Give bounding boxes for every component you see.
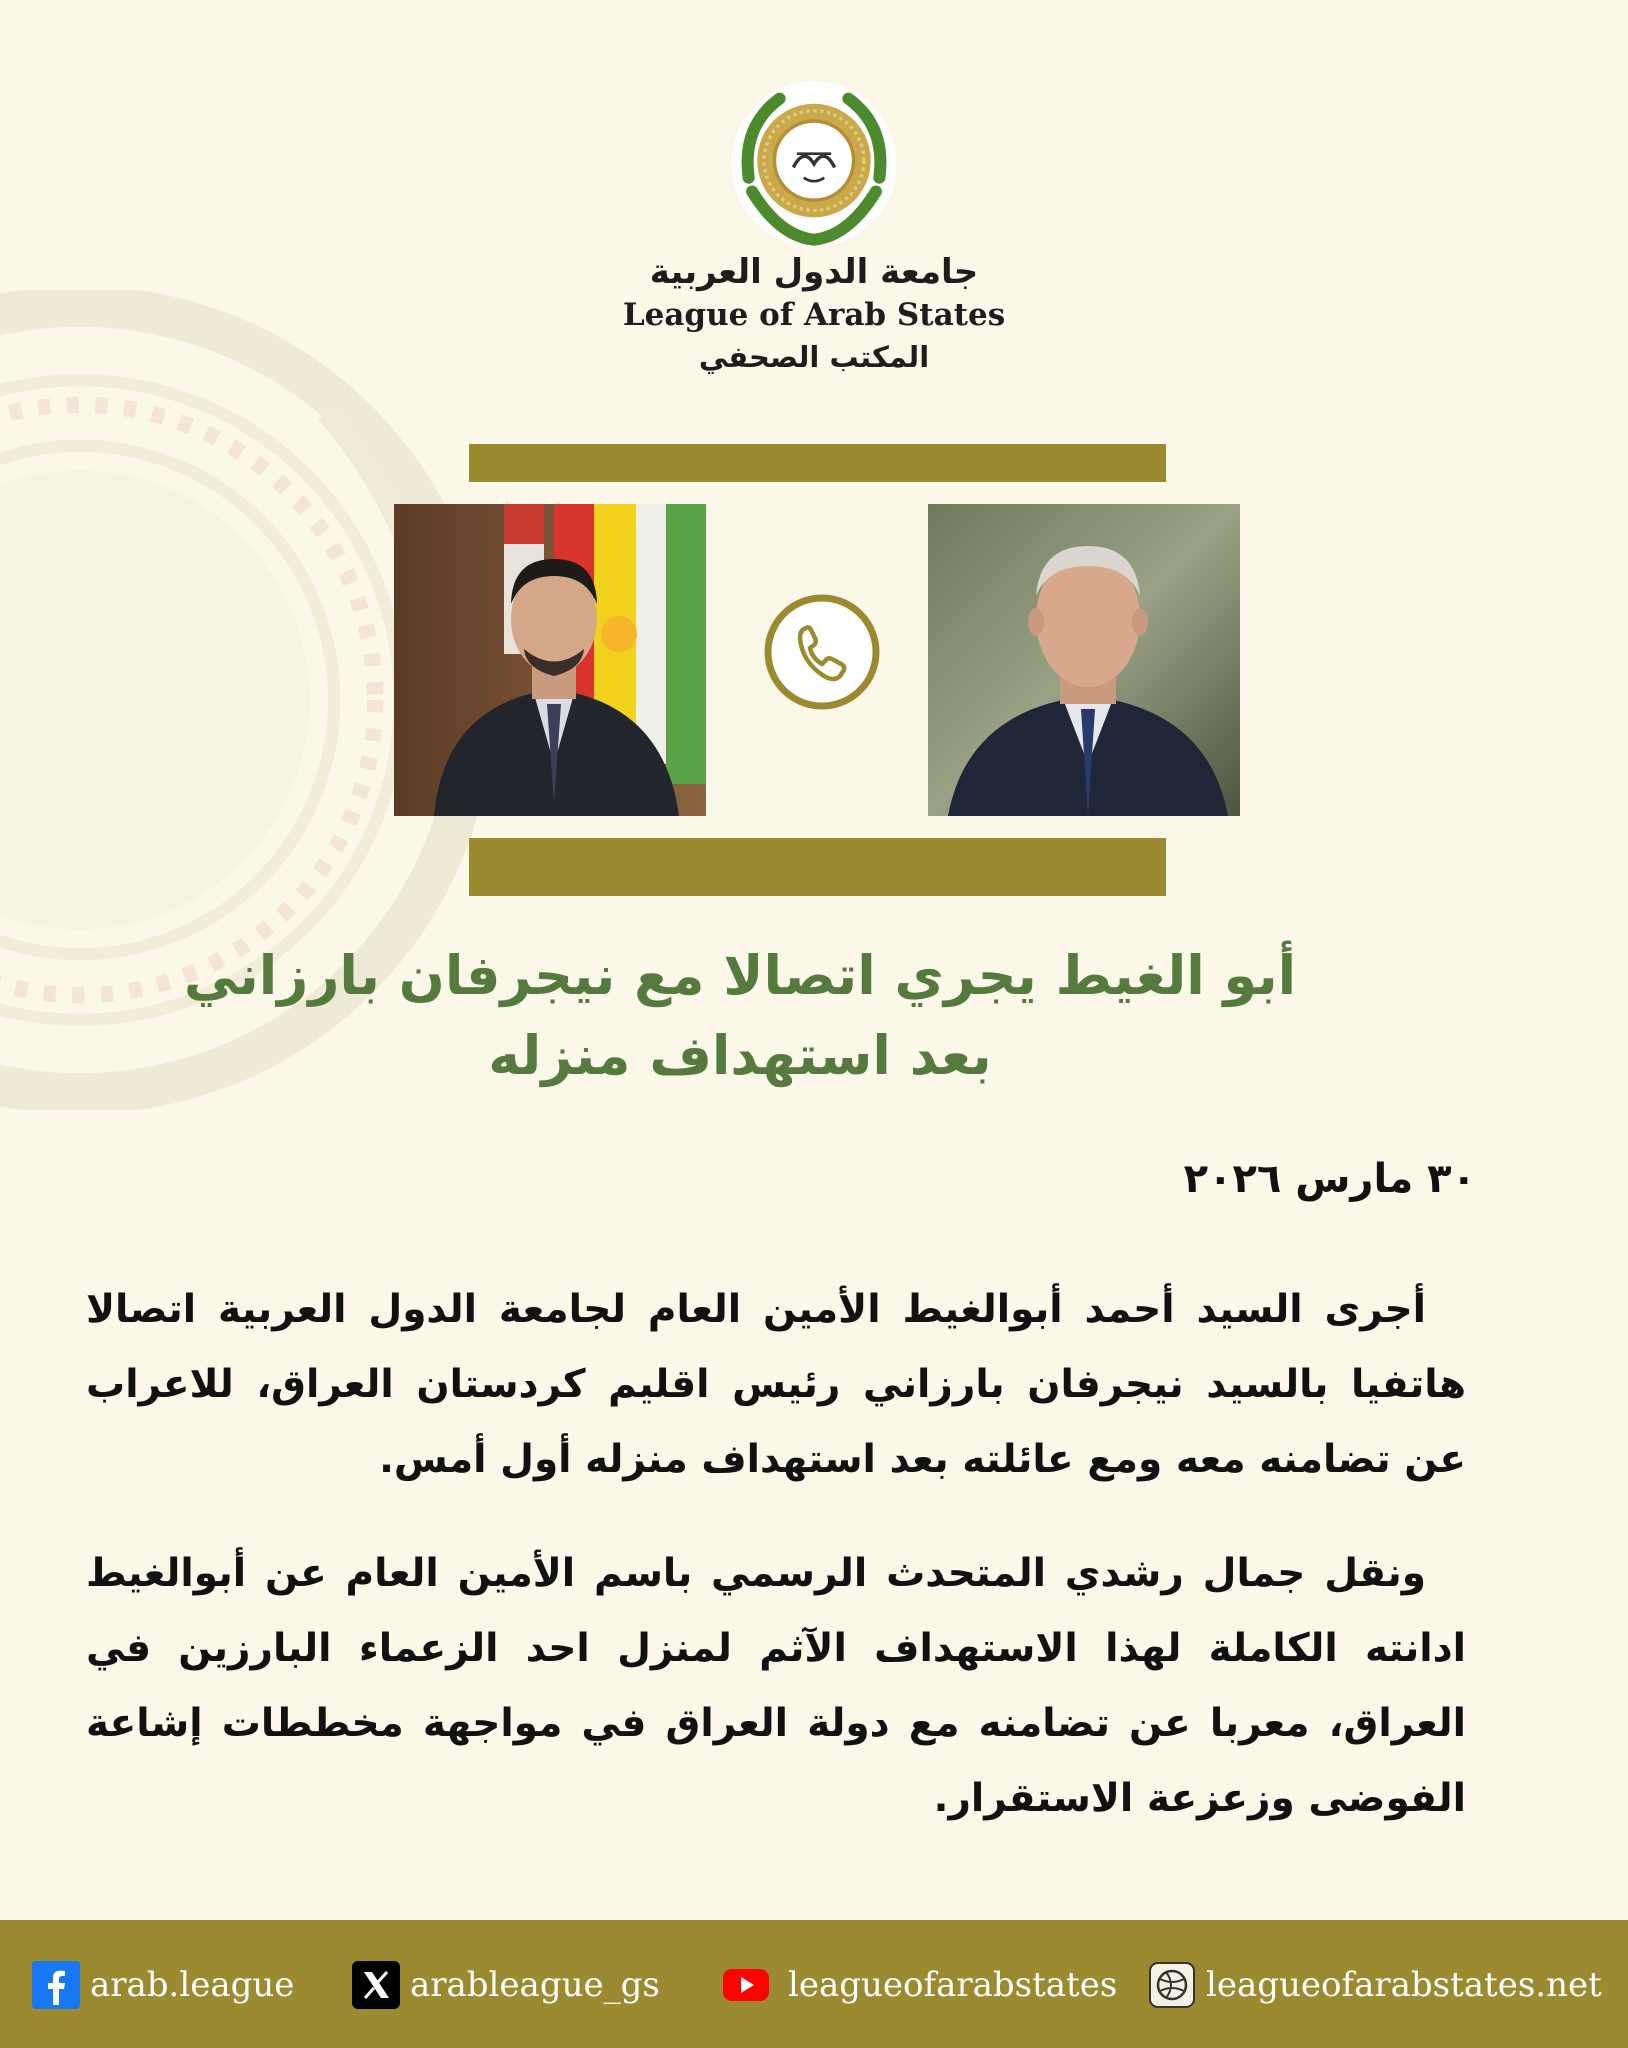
youtube-handle: leagueofarabstates [788, 1965, 1118, 2005]
youtube-link[interactable] [714, 1960, 1117, 2010]
press-office-label: المكتب الصحفي [698, 340, 930, 374]
gold-bar-top [469, 444, 1166, 482]
org-name-arabic: جامعة الدول العربية [649, 252, 979, 292]
youtube-icon [714, 1961, 778, 2009]
body-paragraph-2: ونقل جمال رشدي المتحدث الرسمي باسم الأمين العام عن أبوالغيط ادانته الكاملة لهذا الاستهداف الآثم لمنزل احد الزعماء البارزين في العراق، معربا عن تضامنه مع دولة العراق في مواجهة مخططات إشاعة الفوضى وزعزعة الاستقرار. [86, 1551, 1466, 1821]
facebook-link[interactable] [32, 1960, 294, 2010]
phone-call-icon [762, 592, 882, 712]
headline-line-2: بعد استهداف منزله [488, 1024, 992, 1087]
body-paragraph-1: أجرى السيد أحمد أبوالغيط الأمين العام لجامعة الدول العربية اتصالا هاتفيا بالسيد نيجرفان بارزاني رئيس اقليم كردستان العراق، للاعراب عن تضامنه معه ومع عائلته بعد استهداف منزله أول أمس. [86, 1287, 1466, 1482]
x-icon [352, 1961, 400, 2009]
arab-league-emblem [728, 78, 900, 250]
website-url: leagueofarabstates.net [1206, 1965, 1602, 2005]
photo-strip [394, 504, 1240, 816]
aboul-gheit-photo [928, 504, 1240, 816]
facebook-icon [32, 1961, 80, 2009]
website-link[interactable] [1148, 1960, 1602, 2010]
publish-date: ٣٠ مارس ٢٠٢٦ [1183, 1156, 1476, 1202]
gold-bar-bottom [469, 838, 1166, 896]
headline-line-1: أبو الغيط يجري اتصالا مع نيجرفان بارزاني [183, 944, 1297, 1007]
globe-icon [1148, 1961, 1196, 2009]
org-name-english: League of Arab States [622, 297, 1006, 333]
social-footer [0, 1920, 1628, 2048]
headline [160, 936, 1320, 1096]
facebook-handle: arab.league [90, 1965, 295, 2005]
header [0, 0, 1628, 420]
x-handle: arableague_gs [410, 1965, 660, 2005]
x-link[interactable] [352, 1960, 660, 2010]
barzani-photo [394, 504, 706, 816]
